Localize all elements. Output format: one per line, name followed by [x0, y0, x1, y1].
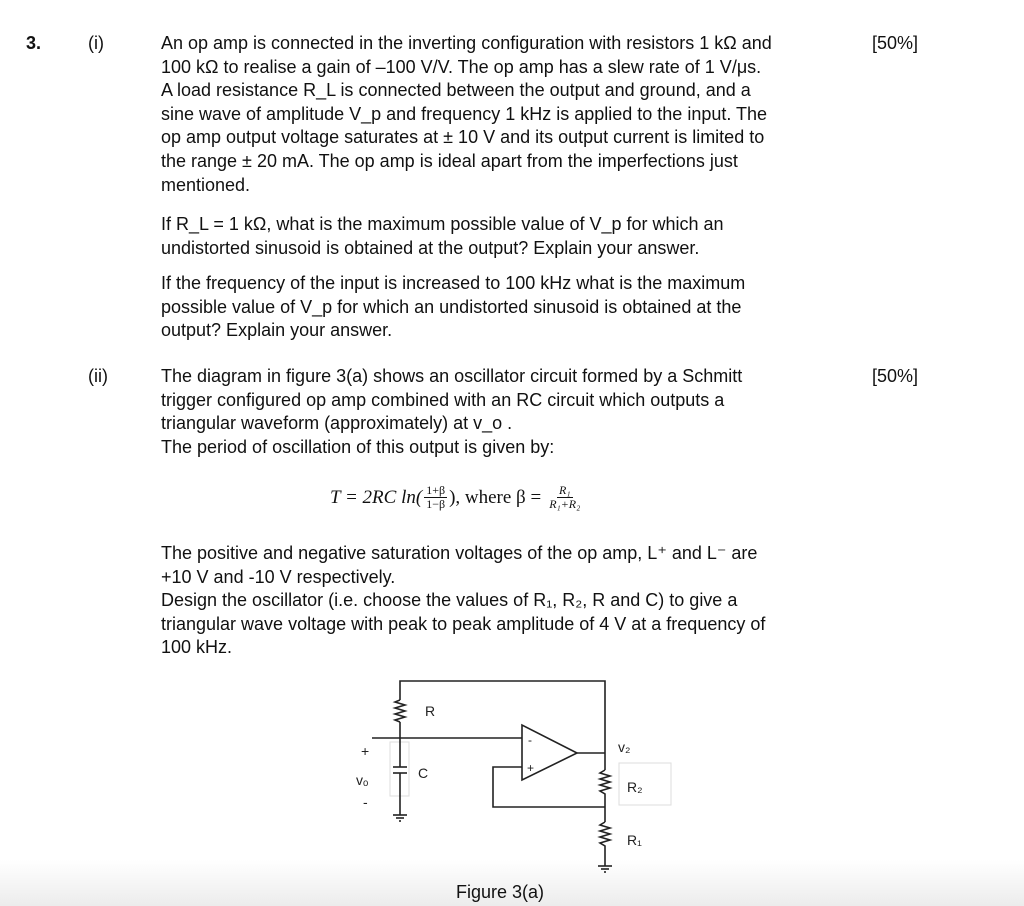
- label-vo: vₒ: [356, 772, 369, 788]
- numerator: R₁: [558, 483, 571, 497]
- label-r: R: [425, 703, 436, 719]
- label-r2: R₂: [627, 779, 643, 795]
- label-inverting: -: [528, 733, 532, 747]
- label-c: C: [418, 765, 429, 781]
- part-i-marks: [50%]: [872, 33, 919, 53]
- line: 100 kHz.: [161, 637, 233, 658]
- line: If the frequency of the input is increased to 100 kHz what is the maximum: [161, 273, 746, 293]
- part-ii-label: (ii): [88, 366, 108, 386]
- formula-mid: ), where β =: [449, 486, 542, 508]
- line: The positive and negative saturation voltages of the op amp, L⁺ and L⁻ are: [161, 543, 758, 563]
- line: sine wave of amplitude V_p and frequency 1 kHz is applied to the input. The: [161, 103, 768, 124]
- line: If R_L = 1 kΩ, what is the maximum possible value of V_p for which an: [161, 214, 724, 234]
- top-wire: [400, 681, 605, 770]
- line: the range ± 20 mA. The op amp is ideal apart from the imperfections just: [161, 150, 738, 171]
- line: A load resistance R_L is connected between the output and ground, and a: [161, 80, 751, 101]
- line: output? Explain your answer.: [161, 320, 393, 341]
- line: op amp output voltage saturates at ± 10 V and its output current is limited to: [161, 127, 765, 148]
- line: 100 kΩ to realise a gain of –100 V/V. The op amp has a slew rate of 1 V/μs.: [161, 56, 762, 77]
- ground-icon-right: [598, 866, 612, 872]
- line: +10 V and -10 V respectively.: [161, 566, 396, 587]
- figure-caption: Figure 3(a): [456, 882, 545, 902]
- question-number: 3.: [26, 33, 42, 53]
- line: The diagram in figure 3(a) shows an oscillator circuit formed by a Schmitt: [161, 366, 743, 386]
- line: trigger configured op amp combined with an RC circuit which outputs a: [161, 389, 725, 410]
- resistor-r2: [600, 770, 610, 822]
- line: triangular waveform (approximately) at v_o .: [161, 413, 513, 434]
- resistor-r1: [600, 822, 610, 866]
- label-v2: v₂: [618, 739, 631, 755]
- formula-lhs: T = 2RC ln(: [330, 486, 423, 508]
- numerator: 1+β: [426, 483, 446, 497]
- line: An op amp is connected in the inverting configuration with resistors 1 kΩ and: [161, 33, 772, 53]
- line: The period of oscillation of this output is given by:: [161, 436, 555, 457]
- resistor-r: [395, 700, 405, 722]
- label-plus: +: [361, 743, 370, 759]
- part-ii-marks: [50%]: [872, 366, 919, 386]
- feedback-wire: [493, 767, 605, 807]
- denominator: 1−β: [426, 497, 446, 511]
- line: possible value of V_p for which an undistorted sinusoid is obtained at the: [161, 296, 742, 317]
- label-noninverting: +: [527, 761, 535, 775]
- denominator: R₁+R₂: [549, 497, 581, 511]
- line: mentioned.: [161, 174, 251, 195]
- label-minus: -: [363, 794, 368, 810]
- line: Design the oscillator (i.e. choose the values of R₁, R₂, R and C) to give a: [161, 590, 738, 611]
- part-i-label: (i): [88, 33, 104, 53]
- line: undistorted sinusoid is obtained at the output? Explain your answer.: [161, 237, 700, 258]
- line: triangular wave voltage with peak to peak amplitude of 4 V at a frequency of: [161, 613, 766, 634]
- ground-icon-left: [393, 815, 407, 821]
- label-r1: R₁: [627, 832, 642, 848]
